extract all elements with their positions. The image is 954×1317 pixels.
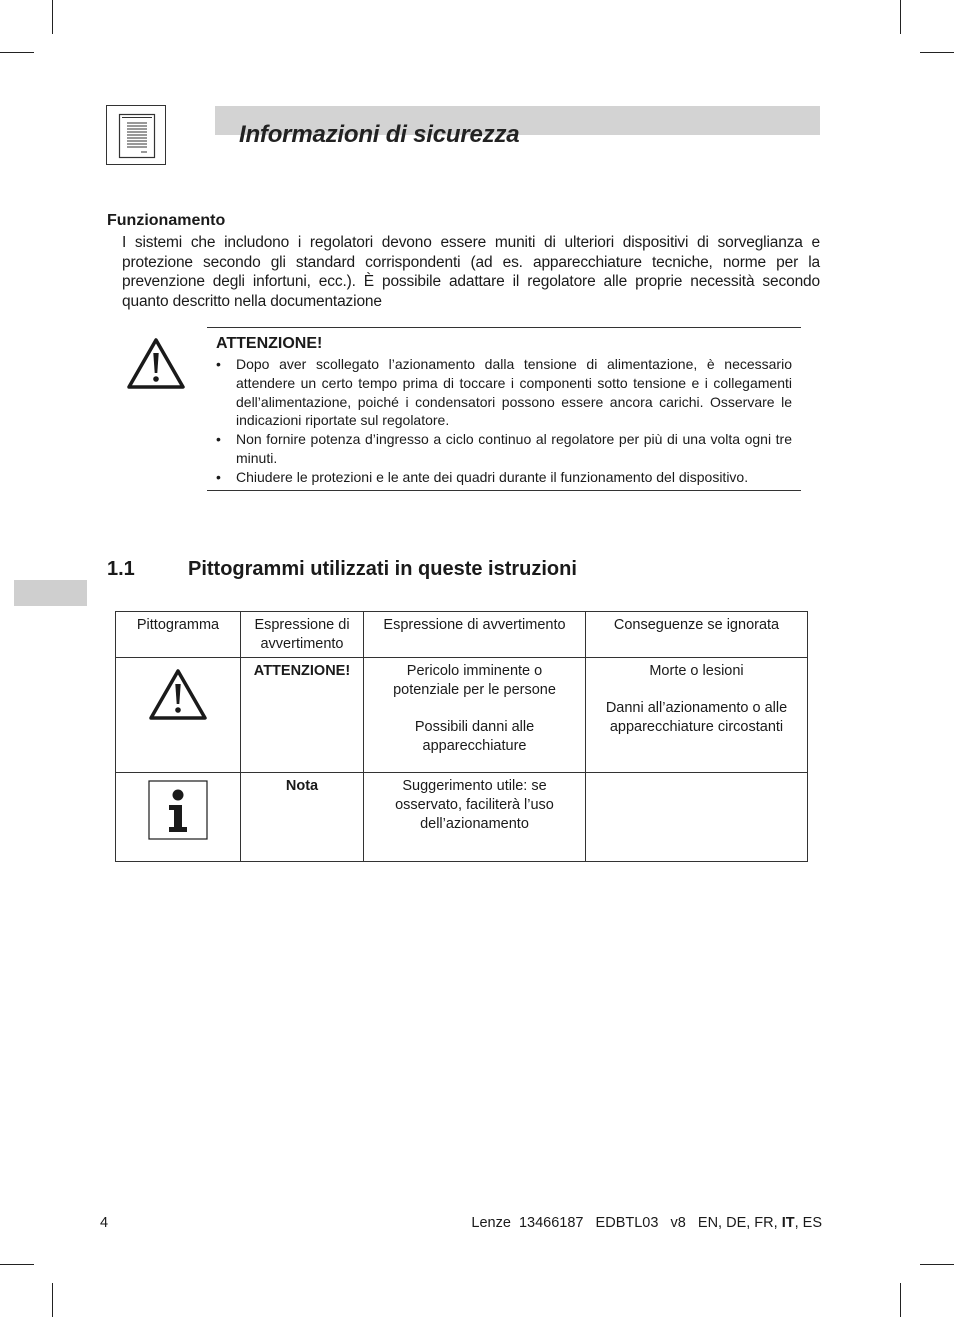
expression-text: Possibili danni alle apparecchiature [414,719,535,754]
doc-reference-suffix: , ES [794,1215,822,1231]
section-number: 1.1 [107,558,135,580]
info-icon [148,780,208,846]
table-cell-pictogram [116,658,241,773]
warning-triangle-icon [148,668,208,728]
warning-title: ATTENZIONE! [216,335,323,352]
table-header-cell: Pittogramma [116,612,241,658]
crop-mark [900,0,901,34]
side-tab-marker [14,580,87,606]
warning-item: • Dopo aver scollegato l’azionamento dalla tensione di alimentazione, è necessario attendere un certo tempo prima di toccare i componenti sotto tensione e i collegamenti dell’alimentazione, poiché i condensatori possono essere ancora carichi. Osservare le indicazioni riportate sul regolatore. [216,355,792,430]
doc-reference-text: Lenze 13466187 EDBTL03 v8 EN, DE, FR, [471,1215,782,1231]
page-number: 4 [100,1215,109,1231]
table-cell-word: Nota [241,773,364,862]
crop-mark [52,0,53,34]
table-cell-expression [364,658,586,773]
table-cell-consequence [586,773,808,862]
warning-box [207,327,801,491]
crop-mark [900,1283,901,1317]
warning-item: • Non fornire potenza d’ingresso a ciclo continuo al regolatore per più di una volta ogni tre minuti. [216,430,792,468]
section-title: Pittogrammi utilizzati in queste istruzioni [188,558,577,580]
table-cell-word: ATTENZIONE! [241,658,364,773]
crop-mark [920,1264,954,1265]
table-row [116,658,808,773]
crop-mark [0,1264,34,1265]
table-header-cell: Espressione di avvertimento [364,612,586,658]
crop-mark [920,52,954,53]
crop-mark [0,52,34,53]
table-row [116,773,808,862]
funzionamento-body: I sistemi che includono i regolatori devono essere muniti di ulteriori dispositivi di sorveglianza e protezione secondo gli standard corrispondenti (ad es. apparecchiature tecniche, norme per la prevenzione degli infortuni, ecc.). È possibile adattare il regolatore alle proprie necessità secondo quanto descritto nella documentazione [122,234,820,310]
table-header-row [116,612,808,658]
consequence-text: Danni all’azionamento o alle apparecchiature circostanti [605,700,788,735]
warning-list [216,355,792,487]
table-cell-pictogram [116,773,241,862]
warning-triangle-icon [126,337,186,396]
warning-item: • Chiudere le protezioni e le ante dei quadri durante il funzionamento del dispositivo. [216,468,792,487]
document-icon [106,105,166,165]
page-title: Informazioni di sicurezza [239,121,520,148]
pictogram-table [115,611,808,862]
table-cell-consequence [586,658,808,773]
table-header-cell: Espressione di avvertimento [241,612,364,658]
funzionamento-label: Funzionamento [107,212,226,229]
consequence-text: Morte o lesioni [649,663,744,679]
active-language: IT [781,1215,795,1231]
document-reference [471,1215,822,1231]
table-header-cell: Conseguenze se ignorata [586,612,808,658]
crop-mark [52,1283,53,1317]
table-cell-expression: Suggerimento utile: se osservato, faciliterà l’uso dell’azionamento [364,773,586,862]
expression-text: Pericolo imminente o potenziale per le persone [393,663,556,698]
